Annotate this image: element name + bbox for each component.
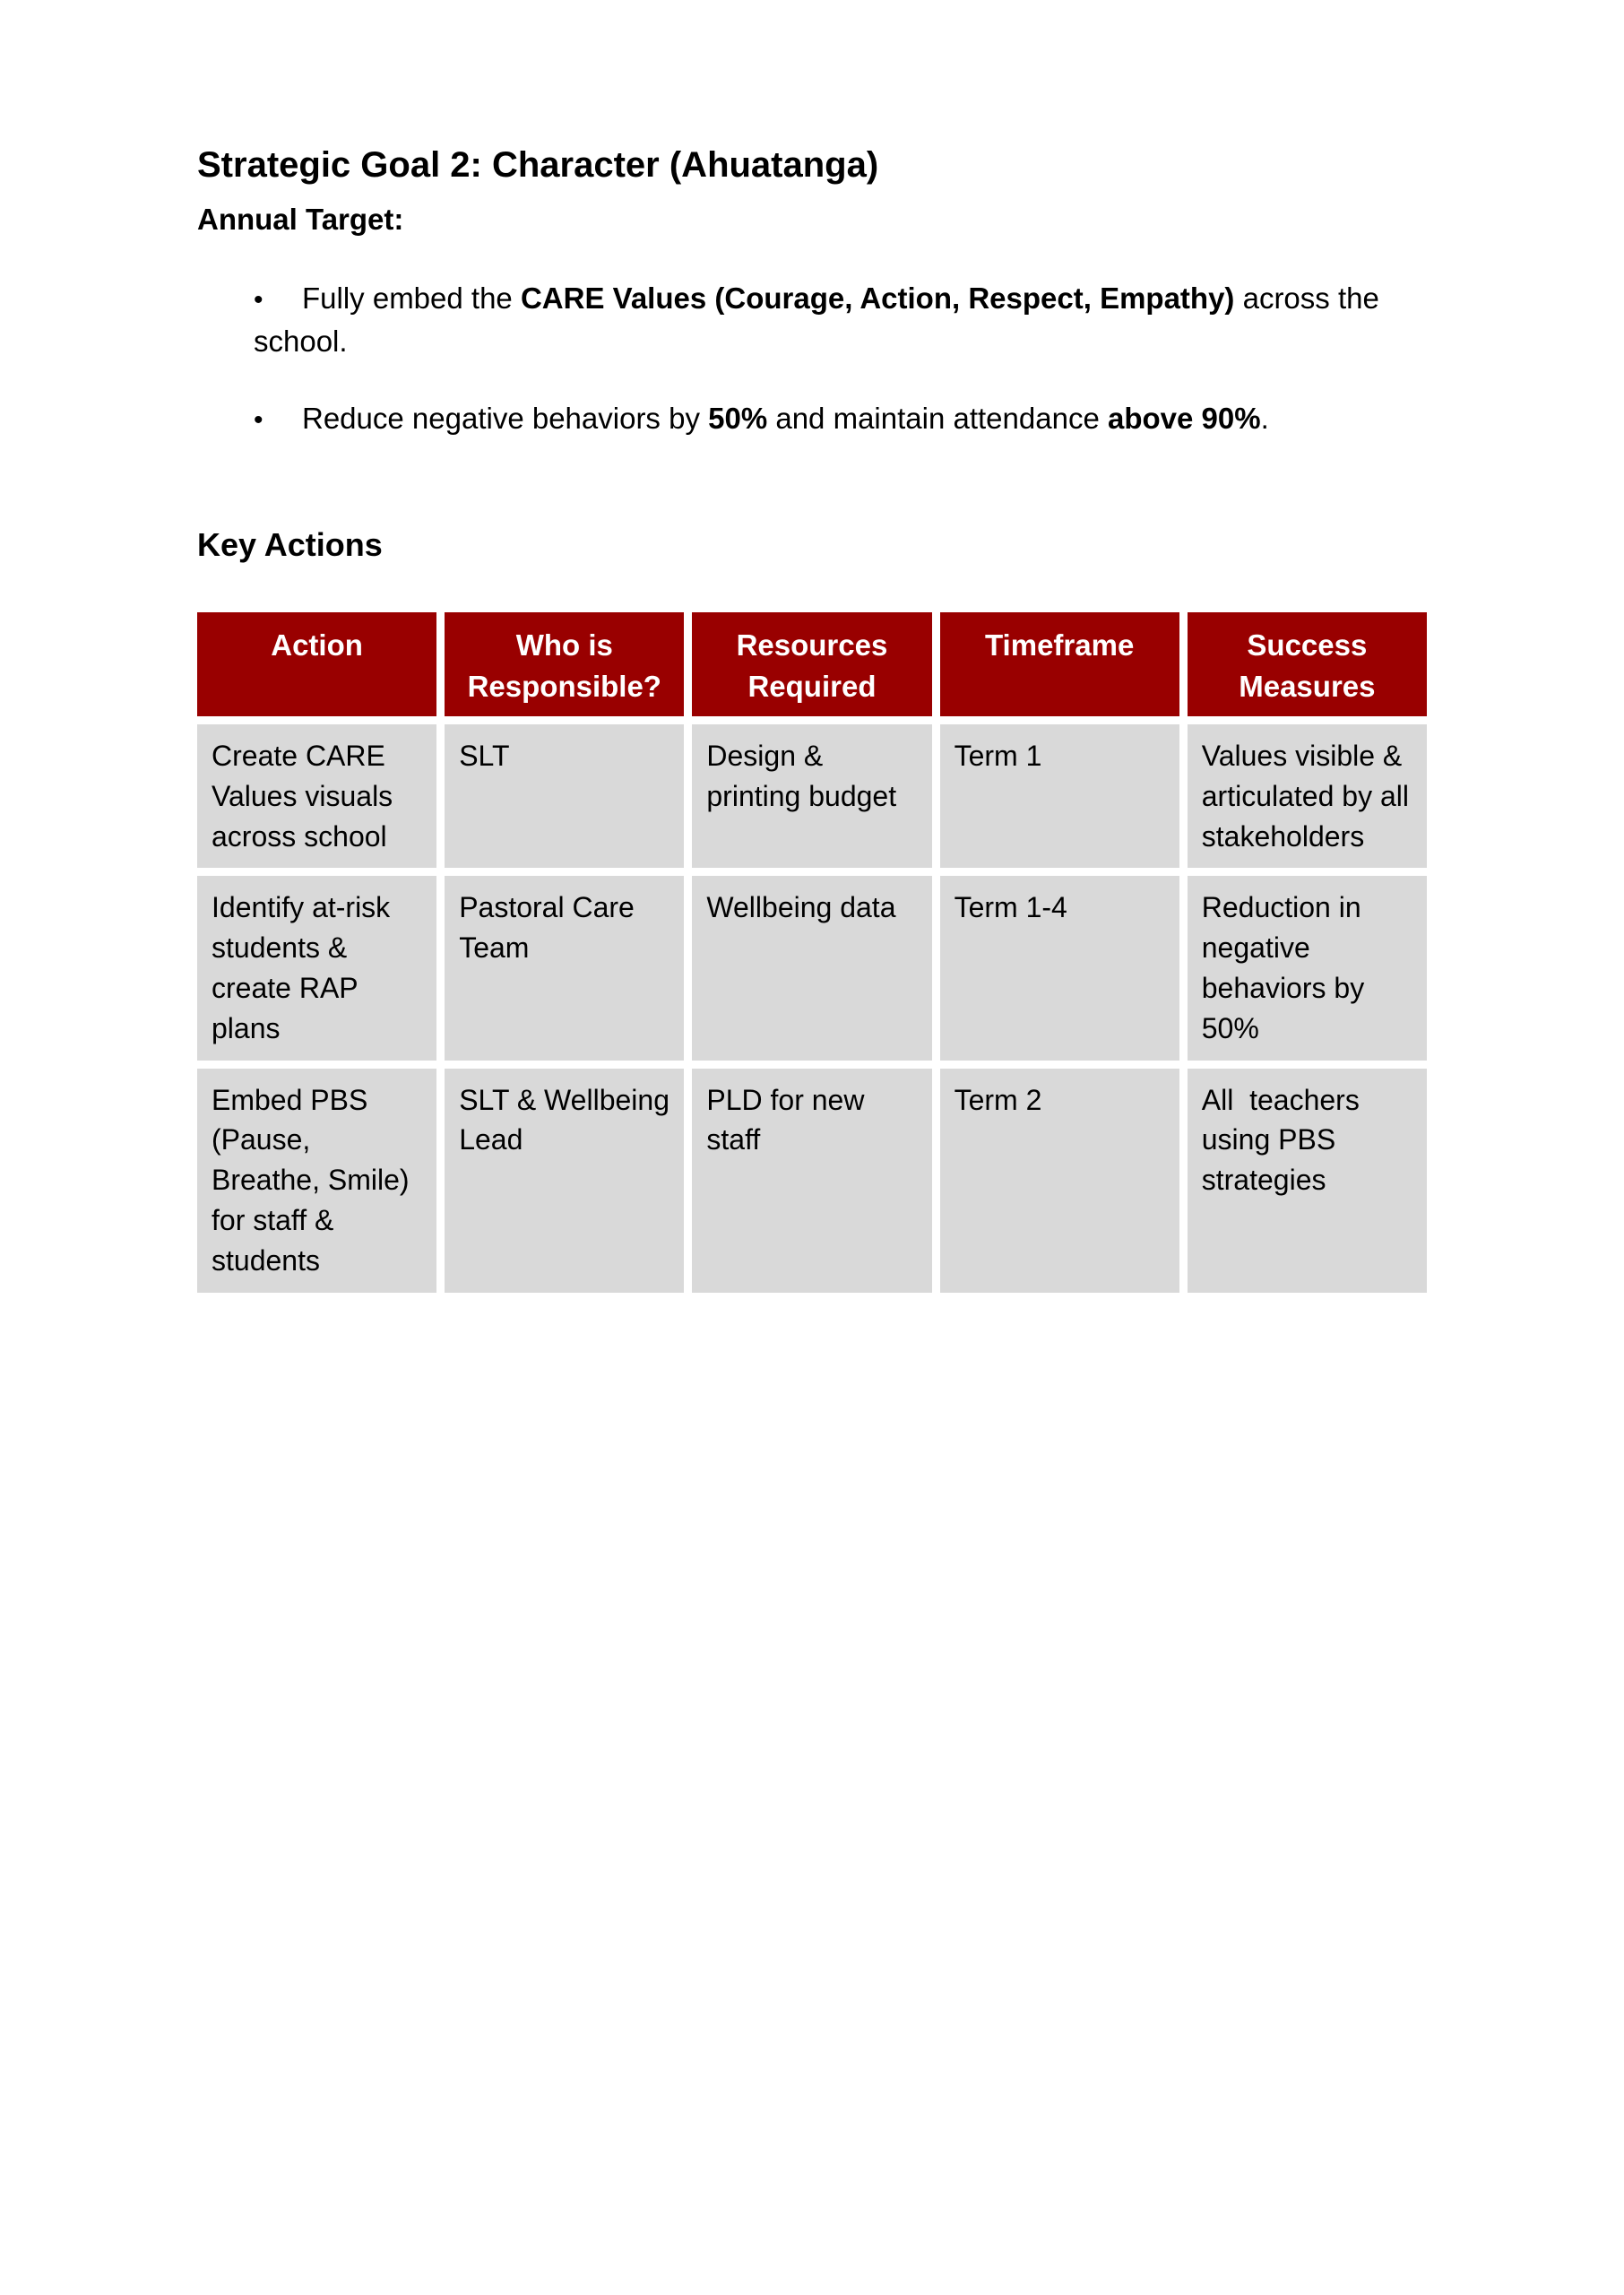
bullet-text: across the school.	[254, 281, 1379, 358]
bullet-text: .	[1260, 401, 1269, 435]
table-cell: Values visible & articulated by all stakeholders	[1188, 724, 1427, 868]
page-title: Strategic Goal 2: Character (Ahuatanga)	[197, 145, 879, 185]
table-row	[197, 876, 1427, 1060]
key-actions-heading: Key Actions	[197, 526, 383, 564]
bullet-icon: •	[254, 284, 263, 315]
table-header	[197, 612, 1427, 716]
table-cell: Term 2	[940, 1069, 1179, 1293]
table-cell: All teachers using PBS strategies	[1188, 1069, 1427, 1293]
table-cell: Term 1-4	[940, 876, 1179, 1060]
table-cell: SLT & Wellbeing Lead	[445, 1069, 684, 1293]
table-cell: Wellbeing data	[692, 876, 931, 1060]
column-header: Success Measures	[1188, 612, 1427, 716]
bullet-item	[254, 397, 1429, 440]
table-cell: Create CARE Values visuals across school	[197, 724, 436, 868]
table-cell: Reduction in negative behaviors by 50%	[1188, 876, 1427, 1060]
annual-target-label: Annual Target:	[197, 203, 404, 236]
bullet-text-bold: above 90%	[1107, 401, 1261, 435]
table-row	[197, 1069, 1427, 1293]
table-cell: Pastoral Care Team	[445, 876, 684, 1060]
table-header-row	[197, 612, 1427, 716]
bullet-list	[197, 277, 1429, 440]
table-cell: PLD for new staff	[692, 1069, 931, 1293]
bullet-text: and maintain attendance	[767, 401, 1108, 435]
table-cell: Identify at-risk students & create RAP plans	[197, 876, 436, 1060]
key-actions-table	[189, 604, 1435, 1301]
bullet-text: Reduce negative behaviors by	[302, 401, 709, 435]
column-header: Resources Required	[692, 612, 931, 716]
bullet-text-bold: CARE Values (Courage, Action, Respect, Empathy)	[520, 281, 1235, 315]
bullet-text: Fully embed the	[302, 281, 521, 315]
column-header: Timeframe	[940, 612, 1179, 716]
table-body	[197, 724, 1427, 1293]
table-cell: Embed PBS (Pause, Breathe, Smile) for staff & students	[197, 1069, 436, 1293]
table-cell: Design & printing budget	[692, 724, 931, 868]
table-cell: SLT	[445, 724, 684, 868]
table-cell: Term 1	[940, 724, 1179, 868]
column-header: Action	[197, 612, 436, 716]
bullet-item	[254, 277, 1429, 363]
table-row	[197, 724, 1427, 868]
column-header: Who is Responsible?	[445, 612, 684, 716]
bullet-text-bold: 50%	[708, 401, 768, 435]
bullet-icon: •	[254, 404, 263, 435]
